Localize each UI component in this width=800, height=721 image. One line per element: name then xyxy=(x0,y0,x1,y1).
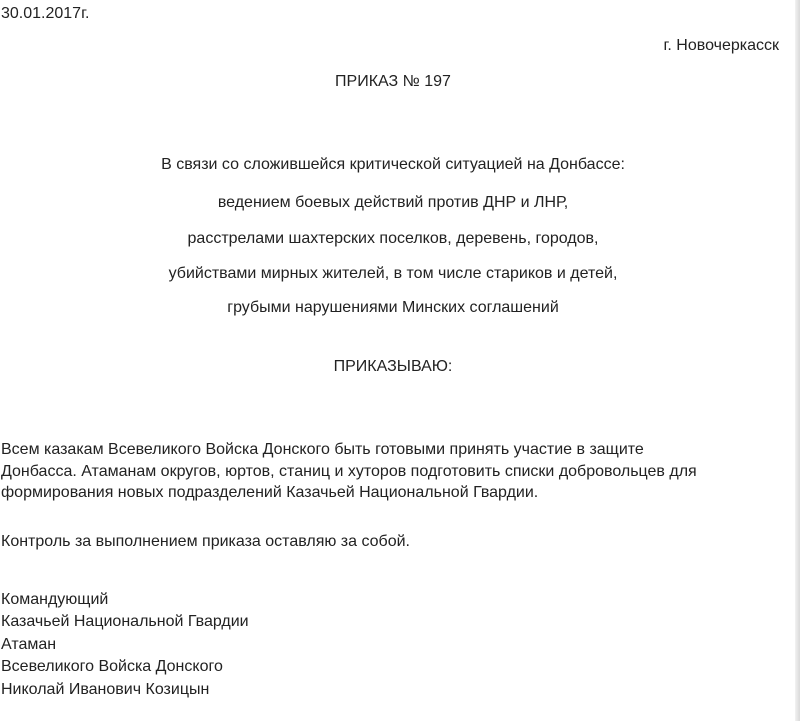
intro-line: ведением боевых действий против ДНР и ЛНР, xyxy=(217,194,569,211)
signature-line: Казачьей Национальной Гвардии xyxy=(1,613,249,630)
order-body-line: формирования новых подразделений Казачьей Национальной Гвардии. xyxy=(1,484,539,501)
signature-line: Всевеликого Войска Донского xyxy=(1,658,223,675)
document-date: 30.01.2017г. xyxy=(1,5,90,22)
intro-line: убийствами мирных жителей, в том числе стариков и детей, xyxy=(168,265,618,282)
intro-line: В связи со сложившейся критической ситуацией на Донбассе: xyxy=(161,156,625,173)
document-city: г. Новочеркасск xyxy=(663,37,779,54)
document-title: ПРИКАЗ № 197 xyxy=(335,73,451,90)
intro-line: расстрелами шахтерских поселков, деревень, городов, xyxy=(187,230,599,247)
order-body xyxy=(1,439,771,504)
page-edge xyxy=(795,0,800,721)
order-body-line: Донбасса. Атаманам округов, юртов, станиц и хуторов подготовить списки добровольцев для xyxy=(1,462,697,480)
signature-name: Николай Иванович Козицын xyxy=(1,681,210,698)
signature-line: Командующий xyxy=(1,591,109,608)
signature-line: Атаман xyxy=(1,636,57,653)
decree-heading: ПРИКАЗЫВАЮ: xyxy=(333,358,453,375)
order-body-line: Всем казакам Всевеликого Войска Донского быть готовыми принять участие в защите xyxy=(1,441,644,458)
control-statement: Контроль за выполнением приказа оставляю за собой. xyxy=(1,533,410,550)
intro-line: грубыми нарушениями Минских соглашений xyxy=(227,299,559,316)
